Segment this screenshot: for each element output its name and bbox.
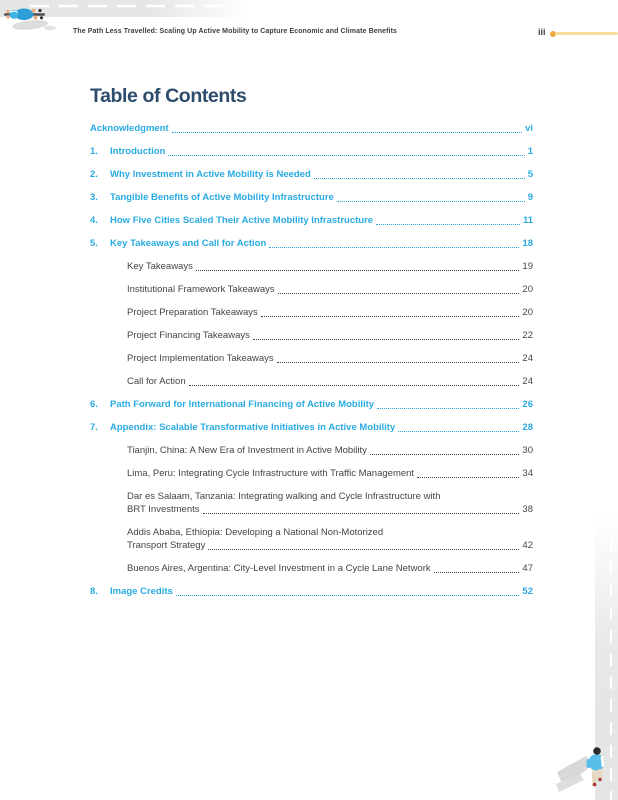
toc-entry[interactable] [90, 329, 533, 342]
toc-entry-title: Lima, Peru: Integrating Cycle Infrastructure with Traffic Management [127, 468, 415, 479]
toc-entry-page: 34 [522, 468, 533, 479]
toc-entry[interactable] [90, 526, 533, 552]
toc-entry-line [90, 122, 533, 135]
toc-entry-title: Transport Strategy [127, 540, 206, 551]
dot-leader [337, 201, 525, 202]
toc-entry-number: 1. [90, 146, 98, 157]
toc-entry[interactable] [90, 467, 533, 480]
toc-entry-title: Project Preparation Takeaways [127, 307, 258, 318]
dot-leader [172, 132, 522, 133]
toc-entry-line [127, 526, 533, 539]
toc-entry[interactable] [90, 490, 533, 516]
toc-entry[interactable] [90, 306, 533, 319]
toc-entry-line [127, 562, 533, 575]
toc-entry[interactable] [90, 122, 533, 135]
toc-entry-title: Institutional Framework Takeaways [127, 284, 275, 295]
toc-entry-page: 26 [522, 399, 533, 410]
toc-entry-title: Project Implementation Takeaways [127, 353, 274, 364]
dot-leader [269, 247, 519, 248]
toc-entry[interactable] [90, 145, 533, 158]
toc-entry[interactable] [90, 237, 533, 250]
dot-leader [253, 339, 520, 340]
toc-entry-title: Acknowledgment [90, 123, 169, 134]
toc-entry-line [127, 503, 533, 516]
toc-entry-line [90, 398, 533, 411]
toc-entry-page: 11 [522, 215, 533, 226]
dot-leader [203, 513, 520, 514]
toc-entry-number: 8. [90, 586, 98, 597]
dot-leader [370, 454, 520, 455]
running-header-title: The Path Less Travelled: Scaling Up Active Mobility to Capture Economic and Climate Benefits [73, 28, 398, 35]
toc-entry-page: 42 [522, 540, 533, 551]
pedestrian-top-view-icon [556, 740, 618, 800]
toc-entry-title: Tangible Benefits of Active Mobility Infrastructure [110, 192, 334, 203]
toc-entry-page: 47 [522, 563, 533, 574]
dot-leader [377, 408, 519, 409]
page-number: iii [538, 27, 546, 37]
toc-entry-line [127, 283, 533, 296]
toc-entry-line [90, 168, 533, 181]
toc-entry-page: 5 [527, 169, 533, 180]
toc-entry-number: 6. [90, 399, 98, 410]
toc-entry-title: Project Financing Takeaways [127, 330, 250, 341]
toc-entry-title: Buenos Aires, Argentina: City-Level Investment in a Cycle Lane Network [127, 563, 431, 574]
toc-entry-title: Call for Action [127, 376, 186, 387]
toc-entry[interactable] [90, 444, 533, 457]
toc-entry-title: Why Investment in Active Mobility is Needed [110, 169, 311, 180]
toc-entry-title: Key Takeaways and Call for Action [110, 238, 267, 249]
dot-leader [398, 431, 519, 432]
toc-entry-page: 19 [522, 261, 533, 272]
toc-entry-page: 24 [522, 353, 533, 364]
toc-entry-page: 28 [522, 422, 533, 433]
page-title: Table of Contents [90, 85, 247, 107]
toc-entry[interactable] [90, 375, 533, 388]
toc-entry-page: 30 [522, 445, 533, 456]
toc-entry-page: 24 [522, 376, 533, 387]
toc-entry-number: 5. [90, 238, 98, 249]
toc-entry-line [127, 306, 533, 319]
dot-leader [376, 224, 520, 225]
toc-entry-line [90, 421, 533, 434]
toc-entry-title: BRT Investments [127, 504, 200, 515]
dot-leader [208, 549, 519, 550]
toc-entry-page: 20 [522, 307, 533, 318]
toc-entry-page: 22 [522, 330, 533, 341]
toc-entry[interactable] [90, 214, 533, 227]
toc-list [90, 122, 533, 608]
dot-leader [277, 362, 520, 363]
toc-entry-page: 1 [527, 146, 533, 157]
toc-entry-line [127, 467, 533, 480]
toc-entry-number: 7. [90, 422, 98, 433]
toc-entry[interactable] [90, 562, 533, 575]
toc-entry-line [127, 329, 533, 342]
toc-entry[interactable] [90, 191, 533, 204]
toc-entry-title: Appendix: Scalable Transformative Initiatives in Active Mobility [110, 422, 396, 433]
toc-entry[interactable] [90, 168, 533, 181]
toc-entry-title: Key Takeaways [127, 261, 193, 272]
toc-entry[interactable] [90, 352, 533, 365]
toc-entry-line [90, 191, 533, 204]
toc-entry[interactable] [90, 260, 533, 273]
dot-leader [196, 270, 520, 271]
dot-leader [278, 293, 520, 294]
toc-entry[interactable] [90, 421, 533, 434]
dot-leader [434, 572, 520, 573]
toc-entry-number: 2. [90, 169, 98, 180]
toc-entry-page: 9 [527, 192, 533, 203]
toc-entry-title: Addis Ababa, Ethiopia: Developing a National Non-Motorized [127, 527, 384, 538]
toc-entry-title: Image Credits [110, 586, 173, 597]
toc-entry-number: 4. [90, 215, 98, 226]
toc-entry-line [127, 375, 533, 388]
toc-entry-title: How Five Cities Scaled Their Active Mobility Infrastructure [110, 215, 374, 226]
dot-leader [261, 316, 520, 317]
toc-entry-number: 3. [90, 192, 98, 203]
toc-entry-line [127, 444, 533, 457]
toc-entry-line [127, 539, 533, 552]
toc-entry-line [127, 352, 533, 365]
dot-leader [168, 155, 524, 156]
toc-entry-line [90, 145, 533, 158]
dot-leader [314, 178, 525, 179]
dot-leader [189, 385, 520, 386]
toc-entry-page: 38 [522, 504, 533, 515]
toc-entry-title: Tianjin, China: A New Era of Investment in Active Mobility [127, 445, 367, 456]
toc-entry-line [127, 490, 533, 503]
toc-entry-title: Introduction [110, 146, 166, 157]
toc-entry-title: Path Forward for International Financing of Active Mobility [110, 399, 375, 410]
toc-entry-page: vi [525, 123, 533, 134]
toc-entry-page: 18 [522, 238, 533, 249]
toc-entry-page: 20 [522, 284, 533, 295]
dot-leader [176, 595, 520, 596]
toc-entry-page: 52 [522, 586, 533, 597]
dot-leader [417, 477, 519, 478]
toc-entry[interactable] [90, 398, 533, 411]
toc-entry-line [127, 260, 533, 273]
header-rule-line [555, 32, 618, 35]
toc-entry[interactable] [90, 283, 533, 296]
toc-entry-line [90, 214, 533, 227]
toc-entry-line [90, 237, 533, 250]
toc-entry-line [90, 585, 533, 598]
toc-entry[interactable] [90, 585, 533, 598]
toc-entry-title: Dar es Salaam, Tanzania: Integrating walking and Cycle Infrastructure with [127, 491, 441, 502]
